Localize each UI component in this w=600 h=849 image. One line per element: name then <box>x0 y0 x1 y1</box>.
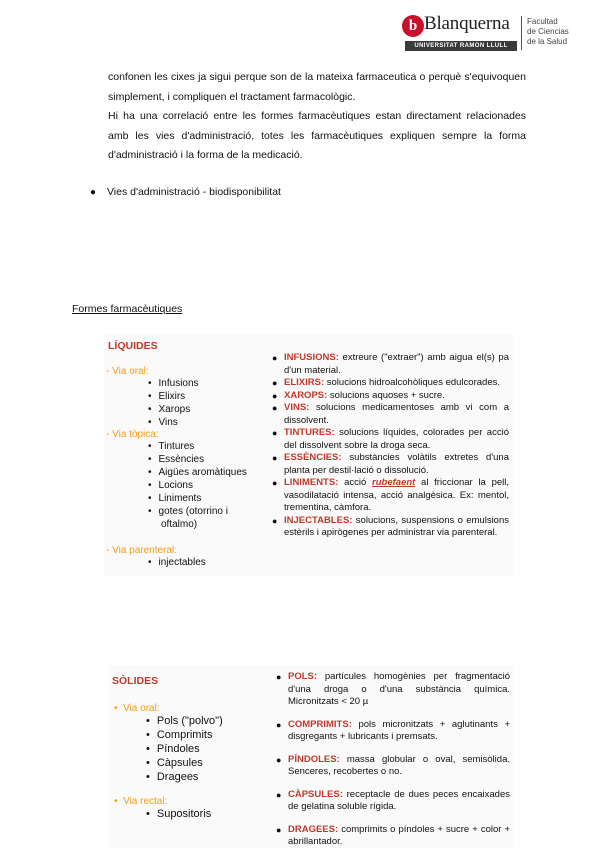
slide-liquids-image <box>104 334 514 576</box>
definitions-column <box>272 352 509 540</box>
logo-divider <box>521 16 522 50</box>
def-injectables: ● INJECTABLES: solucions, suspensions o emulsions estèrils i apirògenes per administrar via parenteral. <box>272 514 509 538</box>
routes-column: - Via oral: • Infusions • Elixirs • Xarops • Vins - Via tòpica: • Tintures • Essències • Aigües aromàtiques • Locions • Liniments • gotes (otorrino i oftalmo) - Via parenteral: • injectables <box>106 366 256 569</box>
def-comprimits: ● COMPRIMITS: pols micronitzats + aglutinants + disgregants + lubricants i premsats. <box>276 718 510 742</box>
logo-faculty: Facultad de Ciencias de la Salud <box>527 17 569 46</box>
definitions-column <box>276 671 510 849</box>
bullet-item: ● Vies d'administració - biodisponibilitat <box>90 186 281 198</box>
def-infusions: ● INFUSIONS: extreure ("extraer") amb aigua el(s) pa d'un material. <box>272 352 509 376</box>
def-liniments: ● LINIMENTS: acció rubefaent al friccionar la pell, vasodilatació intensa, acció analgèsica. Ex: mentol, trementina, càmfora. <box>272 477 509 513</box>
paragraph-1: confonen les cixes ja sigui perque son de la mateixa farmaceutica o perquè s'equivoquen simplement, i compliquen el tractament farmacològic. <box>108 71 526 103</box>
bullet-icon: ● <box>90 187 97 198</box>
def-dragees: ● DRAGEES: comprimits o píndoles + sucre + color + abrillantador. <box>276 823 510 847</box>
def-elixirs: ● ELIXIRS: solucions hidroalcohòliques edulcorades. <box>272 377 500 388</box>
def-xarops: ● XAROPS: solucions aquoses + sucre. <box>272 389 445 401</box>
routes-column: • Via oral: • Pols ("polvo") • Comprimits • Píndoles • Càpsules • Dragees • Via rectal: • Supositoris <box>114 703 274 821</box>
slide-title: LÍQUIDES <box>108 340 158 352</box>
paragraph-2: Hi ha una correlació entre les formes farmacèutiques estan directament relacionades amb les vies d'administració, totes les farmacèutiques expliquen sempre la forma d'administració i la forma de la medicació. <box>108 110 526 161</box>
logo-mark-icon: b <box>402 15 424 37</box>
def-tintures: ● TINTURES: solucions líquides, colorades per acció del dissolvent sobre la droga seca. <box>272 427 509 451</box>
def-vins: ● VINS: solucions medicamentoses amb vi com a dissolvent. <box>272 402 509 426</box>
logo-brand-name: Blanquerna <box>424 13 510 34</box>
def-pindoles: ● PÍNDOLES: massa globular o oval, semisòlida. Senceres, recobertes o no. <box>276 753 510 777</box>
slide-title: SÒLIDES <box>112 675 159 687</box>
def-capsules: ● CÀPSULES: receptacle de dues peces encaixades de gelatina soluble rígida. <box>276 788 510 812</box>
section-title: Formes farmacèutiques <box>72 303 183 315</box>
def-essencies: ● ESSÈNCIES: substàncies volàtils extretes d'una planta per destil·lació o dissolució. <box>272 452 509 476</box>
blanquerna-logo <box>402 15 582 51</box>
slide-solids-image <box>108 665 514 848</box>
logo-university: UNIVERSITAT RAMON LLULL <box>405 41 517 51</box>
def-pols: ● POLS: partícules homogènies per fragmentació d'una droga o d'una substància química. Micronitzats < 20 µ <box>276 671 510 707</box>
